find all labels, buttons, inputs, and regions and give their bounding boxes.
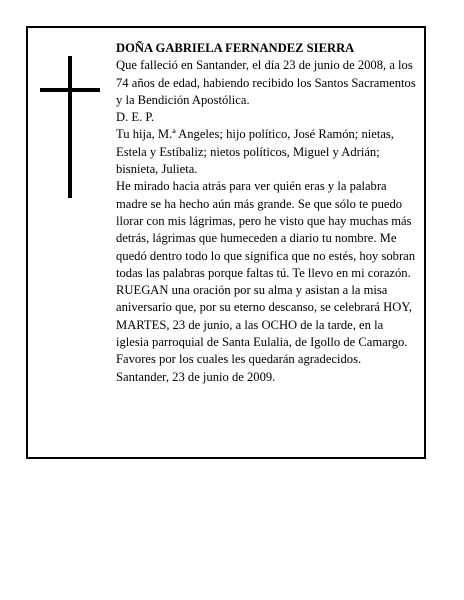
family-list: Tu hija, M.ª Angeles; hijo político, José Ramón; nietas, Estela y Estíbaliz; nietos políticos, Miguel y Adrián; bisnieta, Julieta. xyxy=(116,127,394,177)
death-announcement: Que falleció en Santander, el día 23 de junio de 2008, a los 74 años de edad, habiendo recibido los Santos Sacramentos y la Bendición Apostólica. xyxy=(116,58,416,107)
obituary-notice xyxy=(26,26,426,459)
cross-horizontal-bar xyxy=(40,88,100,92)
rest-in-peace: D. E. P. xyxy=(116,110,155,125)
deceased-name: DOÑA GABRIELA FERNANDEZ SIERRA xyxy=(116,41,355,55)
place-and-date: Santander, 23 de junio de 2009. xyxy=(116,369,276,384)
mass-announcement: RUEGAN una oración por su alma y asistan a la misa aniversario que, por su eterno descanso, se celebrará HOY, MARTES, 23 de junio, a las OCHO de la tarde, en la iglesia parroquial de Santa Eulalia, de Igollo de Camargo. Favores por los cuales les quedarán agradecidos. xyxy=(116,283,412,367)
dedication-text: He mirado hacia atrás para ver quién eras y la palabra madre se ha hecho aún más grande. Se que sólo te puedo llorar con mis lágrimas, pero he visto que hay muchas más detrás, lágrimas que humeceden a diario tu nombre. Me quedó dentro todo lo que significa que no estés, hoy sobran todas las palabras porque faltas tú. Te llevo en mi corazón. xyxy=(116,179,416,280)
cross-vertical-bar xyxy=(68,56,72,198)
notice-text xyxy=(116,40,418,386)
